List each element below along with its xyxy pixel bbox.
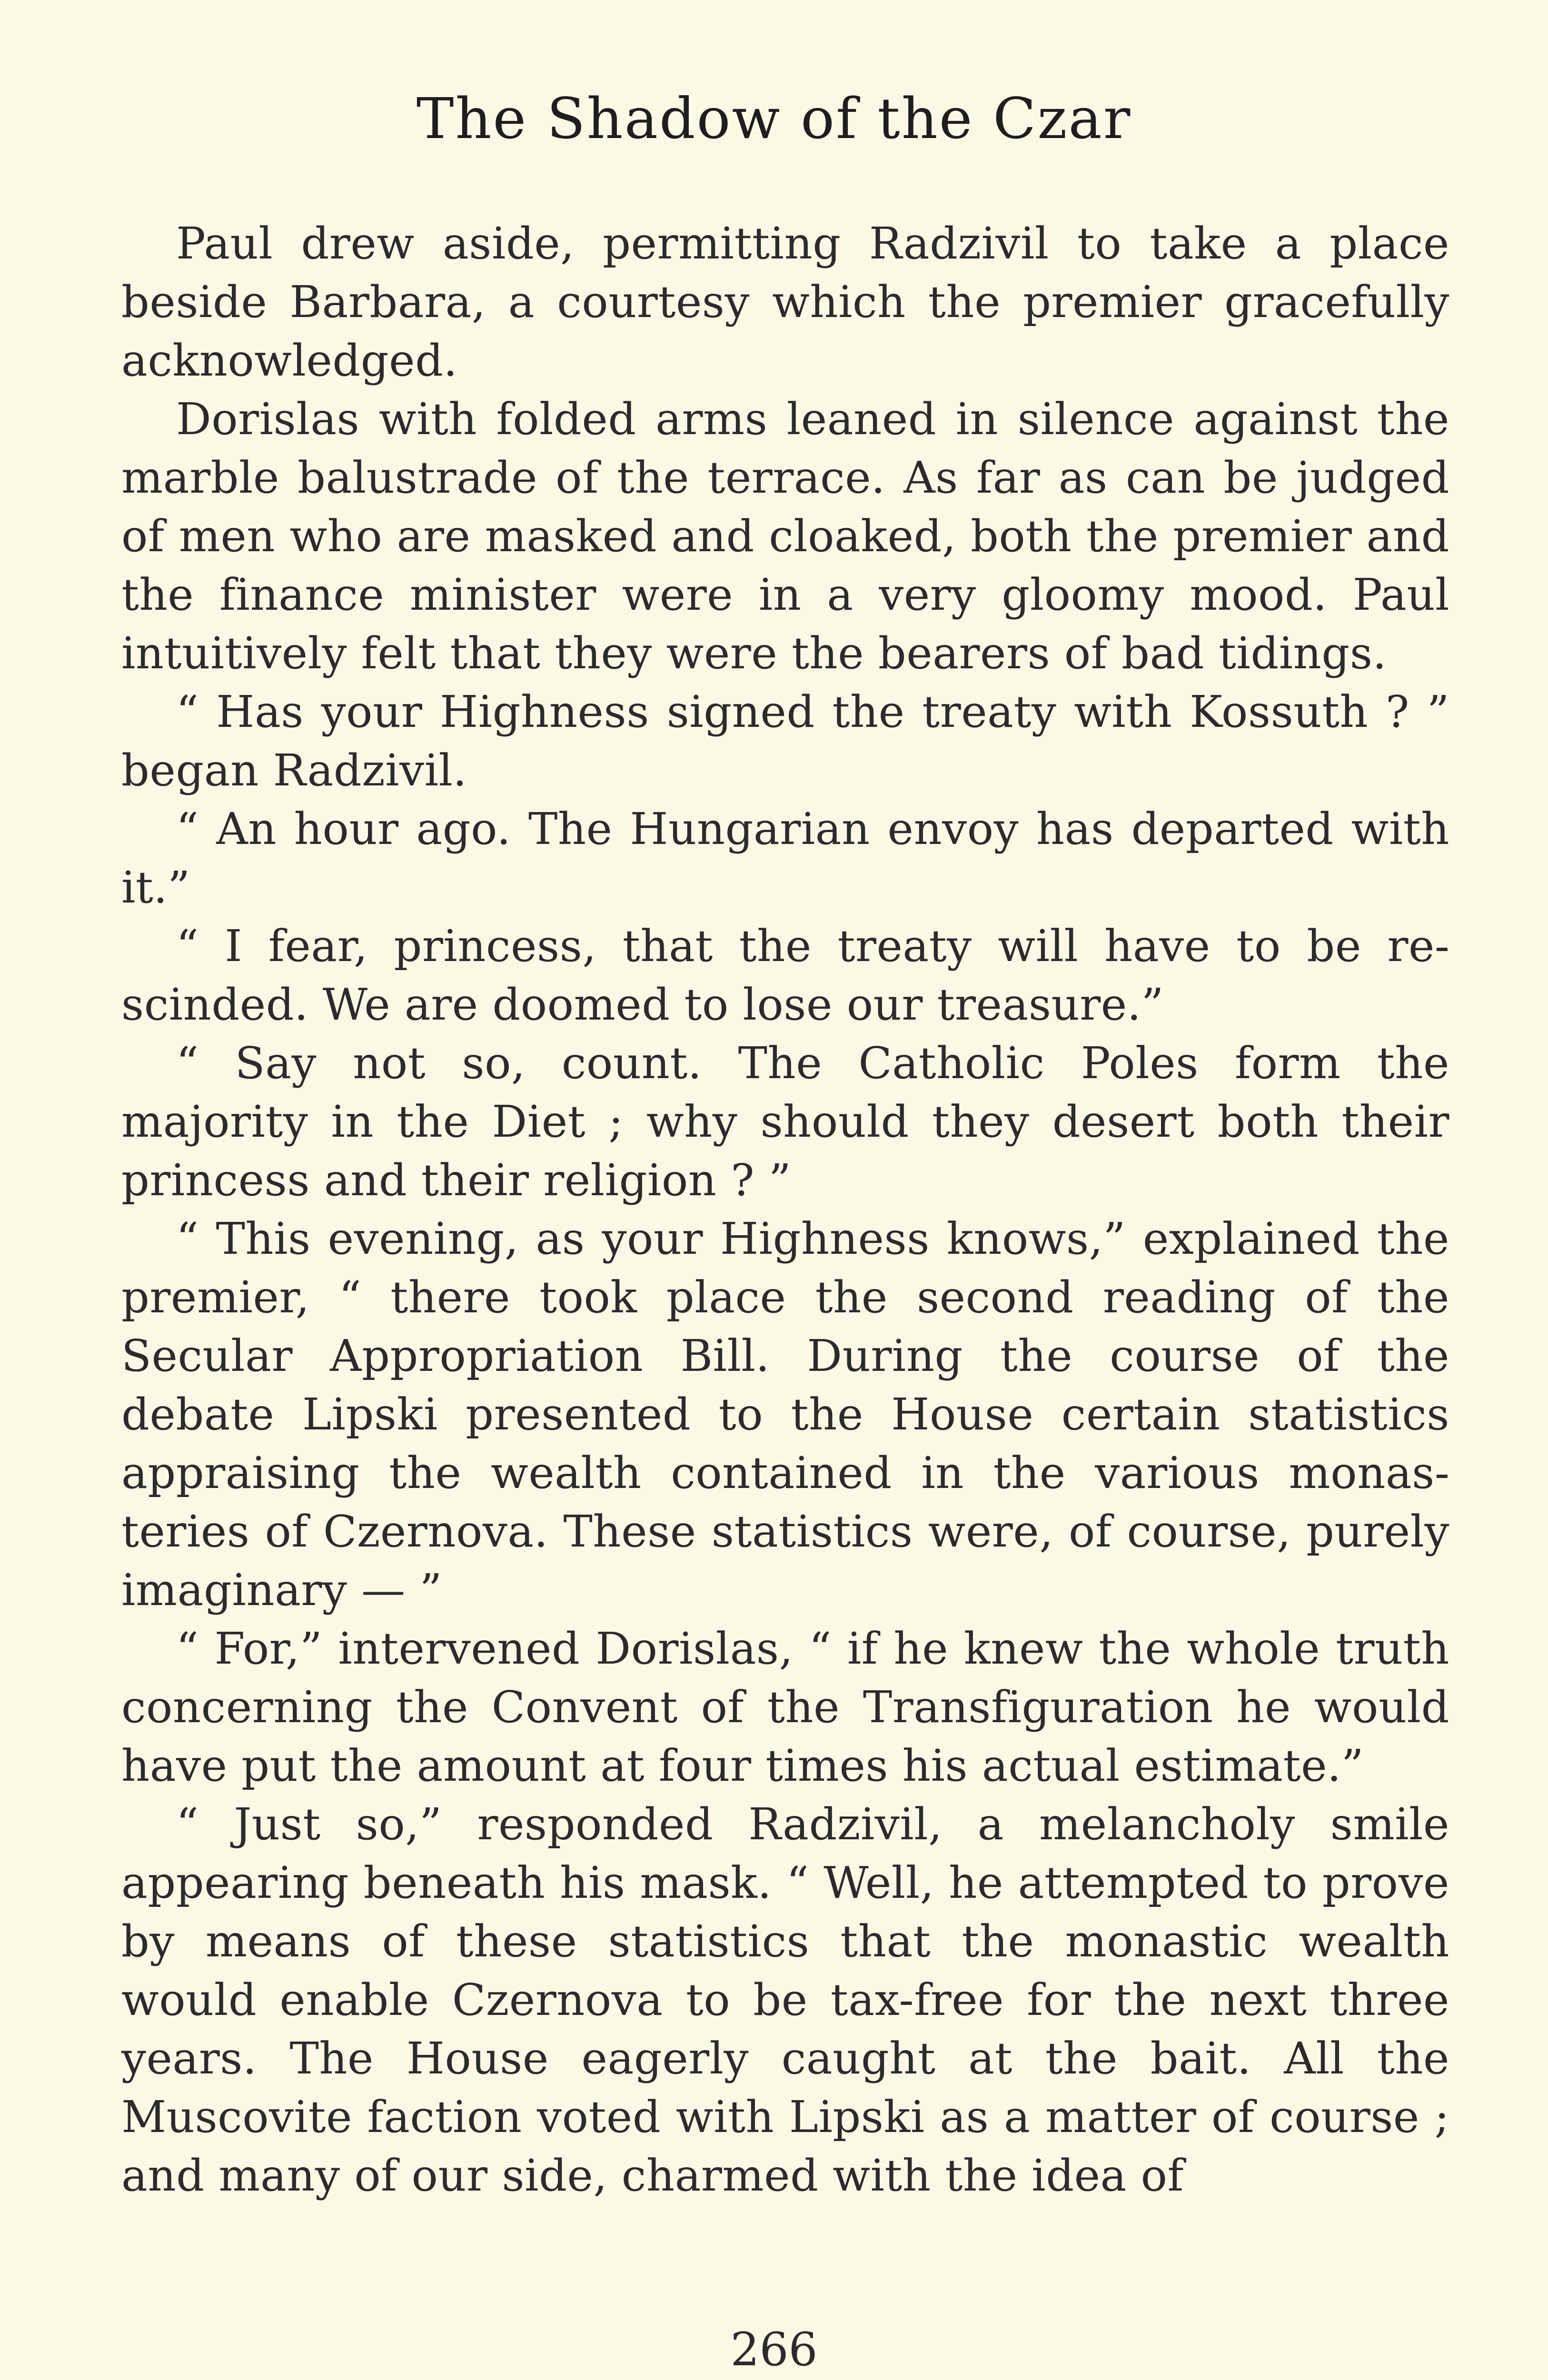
paragraph: “ Just so,” responded Radzivil, a melancholy smile appearing beneath his mask. “ Well, he attempted to prove by means of these statistics that the monastic wealth would enable Czernova to be tax-free for the next three years. The House eagerly caught at the bait. All the Muscovite faction voted with Lipski as a matter of course ; and many of our side, charmed with the idea of <box>121 1799 1449 2201</box>
paragraph: “ I fear, princess, that the treaty will have to be rescinded. We are doomed to lose our treasure.” <box>121 921 1449 1030</box>
page-number: 266 <box>730 2323 818 2376</box>
paragraph: Paul drew aside, permitting Radzivil to take a place beside Barbara, a courtesy which the premier gracefully acknowledged. <box>121 218 1449 386</box>
paragraph: “ An hour ago. The Hungarian envoy has departed with it.” <box>121 803 1449 913</box>
running-title: The Shadow of the Czar <box>416 86 1132 151</box>
paragraph: “ For,” intervened Dorislas, “ if he knew the whole truth concerning the Convent of the Transfiguration he would have put the amount at four times his actual estimate.” <box>121 1623 1449 1791</box>
paragraph: “ Has your Highness signed the treaty with Kossuth ? ” began Radzivil. <box>121 686 1449 796</box>
paragraph: “ This evening, as your Highness knows,” explained the premier, “ there took place the second reading of the Secular Appropriation Bill. During the course of the debate Lipski presented to the House certain statistics appraising the wealth contained in the various monasteries of Czernova. These statistics were, of course, purely imaginary — ” <box>121 1213 1449 1616</box>
body-text <box>121 214 1449 2205</box>
paragraph: Dorislas with folded arms leaned in silence against the marble balustrade of the terrace. As far as can be judged of men who are masked and cloaked, both the premier and the finance minister were in a very gloomy mood. Paul intuitively felt that they were the bearers of bad tidings. <box>121 394 1449 679</box>
paragraph: “ Say not so, count. The Catholic Poles form the majority in the Diet ; why should they desert both their princess and their religion ? ” <box>121 1038 1449 1206</box>
